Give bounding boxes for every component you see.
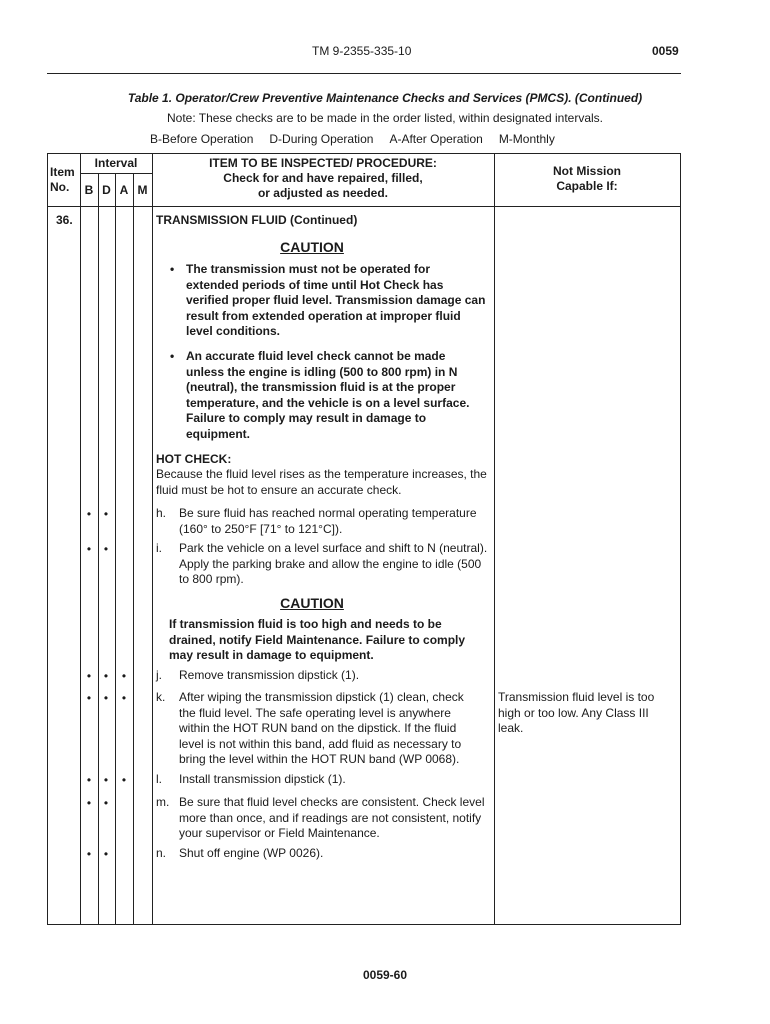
table-note: Note: These checks are to be made in the order listed, within designated intervals. <box>166 111 604 125</box>
page-number: 0059-60 <box>362 968 408 982</box>
step-text: Shut off engine (WP 0026). <box>179 846 324 860</box>
col-border <box>152 153 153 925</box>
caution-bullet-text: An accurate fluid level check cannot be made unless the engine is idling (500 to 800 rpm) in N (neutral), the transmission fluid is at the proper temperature, and the vehicle is on a level surface. Failure to comply may result in damage to equipment. <box>186 349 470 441</box>
bullet-icon: • <box>170 349 175 363</box>
nmc-header <box>494 164 680 194</box>
caution-bullet-text: The transmission must not be operated for extended periods of time until Hot Check has verified proper fluid level. Transmission damage can result from extended operation at improper fluid level conditions. <box>186 262 486 338</box>
procedure-header-line1: ITEM TO BE INSPECTED/ PROCEDURE: <box>209 156 437 170</box>
procedure-header-line3: or adjusted as needed. <box>257 186 389 200</box>
interval-d-dot: • <box>103 796 109 810</box>
hot-check-text: Because the fluid level rises as the temperature increases, the fluid must be hot to ensure an accurate check. <box>156 467 487 497</box>
col-border <box>133 173 134 925</box>
step-letter: k. <box>156 690 166 704</box>
step-letter: n. <box>156 846 167 860</box>
col-border <box>98 173 99 925</box>
step-text: Be sure that fluid level checks are consistent. Check level more than once, and if readings are not consistent, notify your supervisor or Field Maintenance. <box>179 795 485 840</box>
legend-during: D-During Operation <box>269 132 374 146</box>
legend-after: A-After Operation <box>389 132 483 146</box>
item-header-line1: Item <box>50 165 75 179</box>
interval-legend <box>150 132 555 146</box>
step-letter: m. <box>156 795 170 809</box>
table-title: Table 1. Operator/Crew Preventive Maintenance Checks and Services (PMCS). (Continued) <box>127 91 643 105</box>
interval-d-dot: • <box>103 669 109 683</box>
interval-b-dot: • <box>86 542 92 556</box>
step-letter: l. <box>156 772 162 786</box>
step-letter: j. <box>156 668 162 682</box>
col-border <box>494 153 495 925</box>
header-rule <box>47 73 681 74</box>
step-letter: i. <box>156 541 162 555</box>
step-text: After wiping the transmission dipstick (1) clean, check the fluid level. The safe operating level is anywhere within the HOT RUN band on the dipstick. If the fluid level is not within this band, add fluid as necessary to bring the level within the HOT RUN band (WP 0068). <box>179 690 464 766</box>
item-number: 36. <box>56 213 73 227</box>
interval-b-header: B <box>84 183 94 197</box>
interval-b-dot: • <box>86 691 92 705</box>
nmc-header-line2: Capable If: <box>556 179 618 193</box>
interval-d-dot: • <box>103 507 109 521</box>
interval-b-dot: • <box>86 796 92 810</box>
table-header-border <box>47 206 681 207</box>
interval-b-dot: • <box>86 847 92 861</box>
interval-b-dot: • <box>86 773 92 787</box>
caution-2-text: If transmission fluid is too high and needs to be drained, notify Field Maintenance. Failure to comply may result in damage to equipment. <box>169 617 466 662</box>
interval-d-header: D <box>102 183 111 197</box>
section-title: TRANSMISSION FLUID (Continued) <box>156 213 358 227</box>
legend-monthly: M-Monthly <box>498 132 555 146</box>
work-package-number: 0059 <box>652 44 679 58</box>
step-text: Install transmission dipstick (1). <box>179 772 346 786</box>
col-border <box>680 153 681 925</box>
interval-m-header: M <box>137 183 148 197</box>
interval-a-dot: • <box>121 669 127 683</box>
col-border <box>115 173 116 925</box>
procedure-header <box>152 156 494 201</box>
interval-a-header: A <box>119 183 129 197</box>
not-mission-capable-text: Transmission fluid level is too high or too low. Any Class III leak. <box>498 690 655 735</box>
step-letter: h. <box>156 506 167 520</box>
bullet-icon: • <box>170 262 175 276</box>
interval-header: Interval <box>94 156 138 170</box>
step-text: Be sure fluid has reached normal operating temperature (160° to 250°F [71° to 121°C]). <box>179 506 477 536</box>
interval-subheader-border <box>80 173 152 174</box>
step-text: Remove transmission dipstick (1). <box>179 668 360 682</box>
doc-id: TM 9-2355-335-10 <box>312 44 412 58</box>
col-border <box>47 153 48 925</box>
interval-d-dot: • <box>103 691 109 705</box>
table-bottom-border <box>47 924 681 925</box>
interval-d-dot: • <box>103 542 109 556</box>
hot-check-title: HOT CHECK: <box>156 452 232 466</box>
procedure-header-line2: Check for and have repaired, filled, <box>223 171 423 185</box>
table-top-border <box>47 153 681 154</box>
item-no-header <box>48 165 82 195</box>
item-header-line2: No. <box>50 180 70 194</box>
step-text: Park the vehicle on a level surface and shift to N (neutral). Apply the parking brake and allow the engine to idle (500 to 800 rpm). <box>179 541 488 586</box>
interval-a-dot: • <box>121 691 127 705</box>
interval-d-dot: • <box>103 847 109 861</box>
interval-d-dot: • <box>103 773 109 787</box>
caution-heading-1: CAUTION <box>280 239 344 255</box>
nmc-header-line1: Not Mission <box>553 164 621 178</box>
interval-b-dot: • <box>86 507 92 521</box>
legend-before: B-Before Operation <box>150 132 254 146</box>
caution-heading-2: CAUTION <box>280 595 344 611</box>
interval-a-dot: • <box>121 773 127 787</box>
interval-b-dot: • <box>86 669 92 683</box>
col-border <box>80 153 81 925</box>
